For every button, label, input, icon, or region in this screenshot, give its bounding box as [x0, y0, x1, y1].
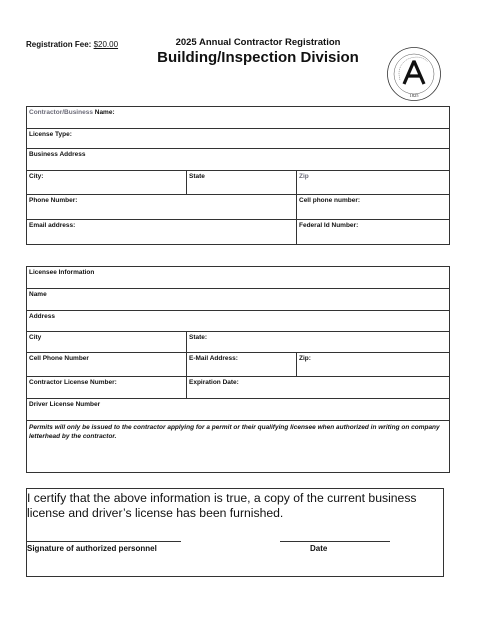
licensee-name-field[interactable] [27, 289, 450, 311]
city-label: City: [29, 173, 44, 180]
license-type-field[interactable] [27, 129, 450, 149]
business-address-field[interactable] [27, 149, 450, 171]
licensee-email-field[interactable] [187, 353, 297, 377]
date-line[interactable] [280, 541, 390, 542]
licensee-heading: Licensee Information [27, 267, 450, 289]
zip-label: Zip [299, 173, 309, 180]
expiration-label: Expiration Date: [189, 379, 239, 386]
state-field[interactable] [187, 171, 297, 195]
business-address-label: Business Address [29, 151, 86, 158]
federal-id-label: Federal Id Number: [299, 222, 359, 229]
licensee-info-table [26, 266, 450, 473]
expiration-field[interactable] [187, 377, 450, 399]
licensee-state-field[interactable] [187, 332, 450, 353]
cell-phone-label: Cell phone number: [299, 197, 361, 204]
division-title: Building/Inspection Division [157, 49, 359, 66]
contractor-info-table [26, 106, 450, 245]
email-label: Email address: [29, 222, 76, 229]
fee-amount: $20.00 [93, 40, 119, 49]
fee-label: Registration Fee: [26, 40, 94, 49]
date-label: Date [310, 544, 328, 553]
business-name-label: Name: [92, 109, 115, 116]
licensee-zip-label: Zip: [299, 355, 311, 362]
email-field[interactable] [27, 220, 297, 245]
licensee-city-label: City [29, 334, 42, 341]
licensee-zip-field[interactable] [297, 353, 450, 377]
certification-statement: I certify that the above information is true, a copy of the current business license and driver’s license has been furnished. [27, 491, 417, 520]
licensee-address-label: Address [29, 313, 56, 320]
signature-label: Signature of authorized personnel [27, 544, 157, 553]
state-label: State [189, 173, 205, 180]
license-number-field[interactable] [27, 377, 187, 399]
licensee-cell-field[interactable] [27, 353, 187, 377]
license-type-label: License Type: [29, 131, 72, 138]
cell-phone-field[interactable] [297, 195, 450, 220]
phone-field[interactable] [27, 195, 297, 220]
business-name-field[interactable] [27, 107, 450, 129]
licensee-address-field[interactable] [27, 311, 450, 332]
phone-label: Phone Number: [29, 197, 78, 204]
licensee-city-field[interactable] [27, 332, 187, 353]
licensee-name-label: Name [29, 291, 47, 298]
form-title: 2025 Annual Contractor Registration [175, 37, 341, 48]
city-field[interactable] [27, 171, 187, 195]
licensee-cell-label: Cell Phone Number [29, 355, 89, 362]
permit-notice: Permits will only be issued to the contractor applying for a permit or their qualifying licensee when authorized in writing on company letterhead by the contractor. [27, 421, 450, 473]
zip-field[interactable] [297, 171, 450, 195]
signature-line[interactable] [27, 541, 181, 542]
federal-id-field[interactable] [297, 220, 450, 245]
driver-license-label: Driver License Number [29, 401, 101, 408]
licensee-email-label: E-Mail Address: [189, 355, 238, 362]
driver-license-field[interactable] [27, 399, 450, 421]
certification-box [26, 488, 444, 577]
licensee-state-label: State: [189, 334, 208, 341]
registration-fee [26, 40, 118, 49]
license-number-label: Contractor License Number: [29, 379, 117, 386]
seal-year: 1825 [409, 93, 419, 98]
business-name-prefix: Contractor/Business [29, 109, 93, 116]
city-seal-icon [386, 46, 442, 102]
